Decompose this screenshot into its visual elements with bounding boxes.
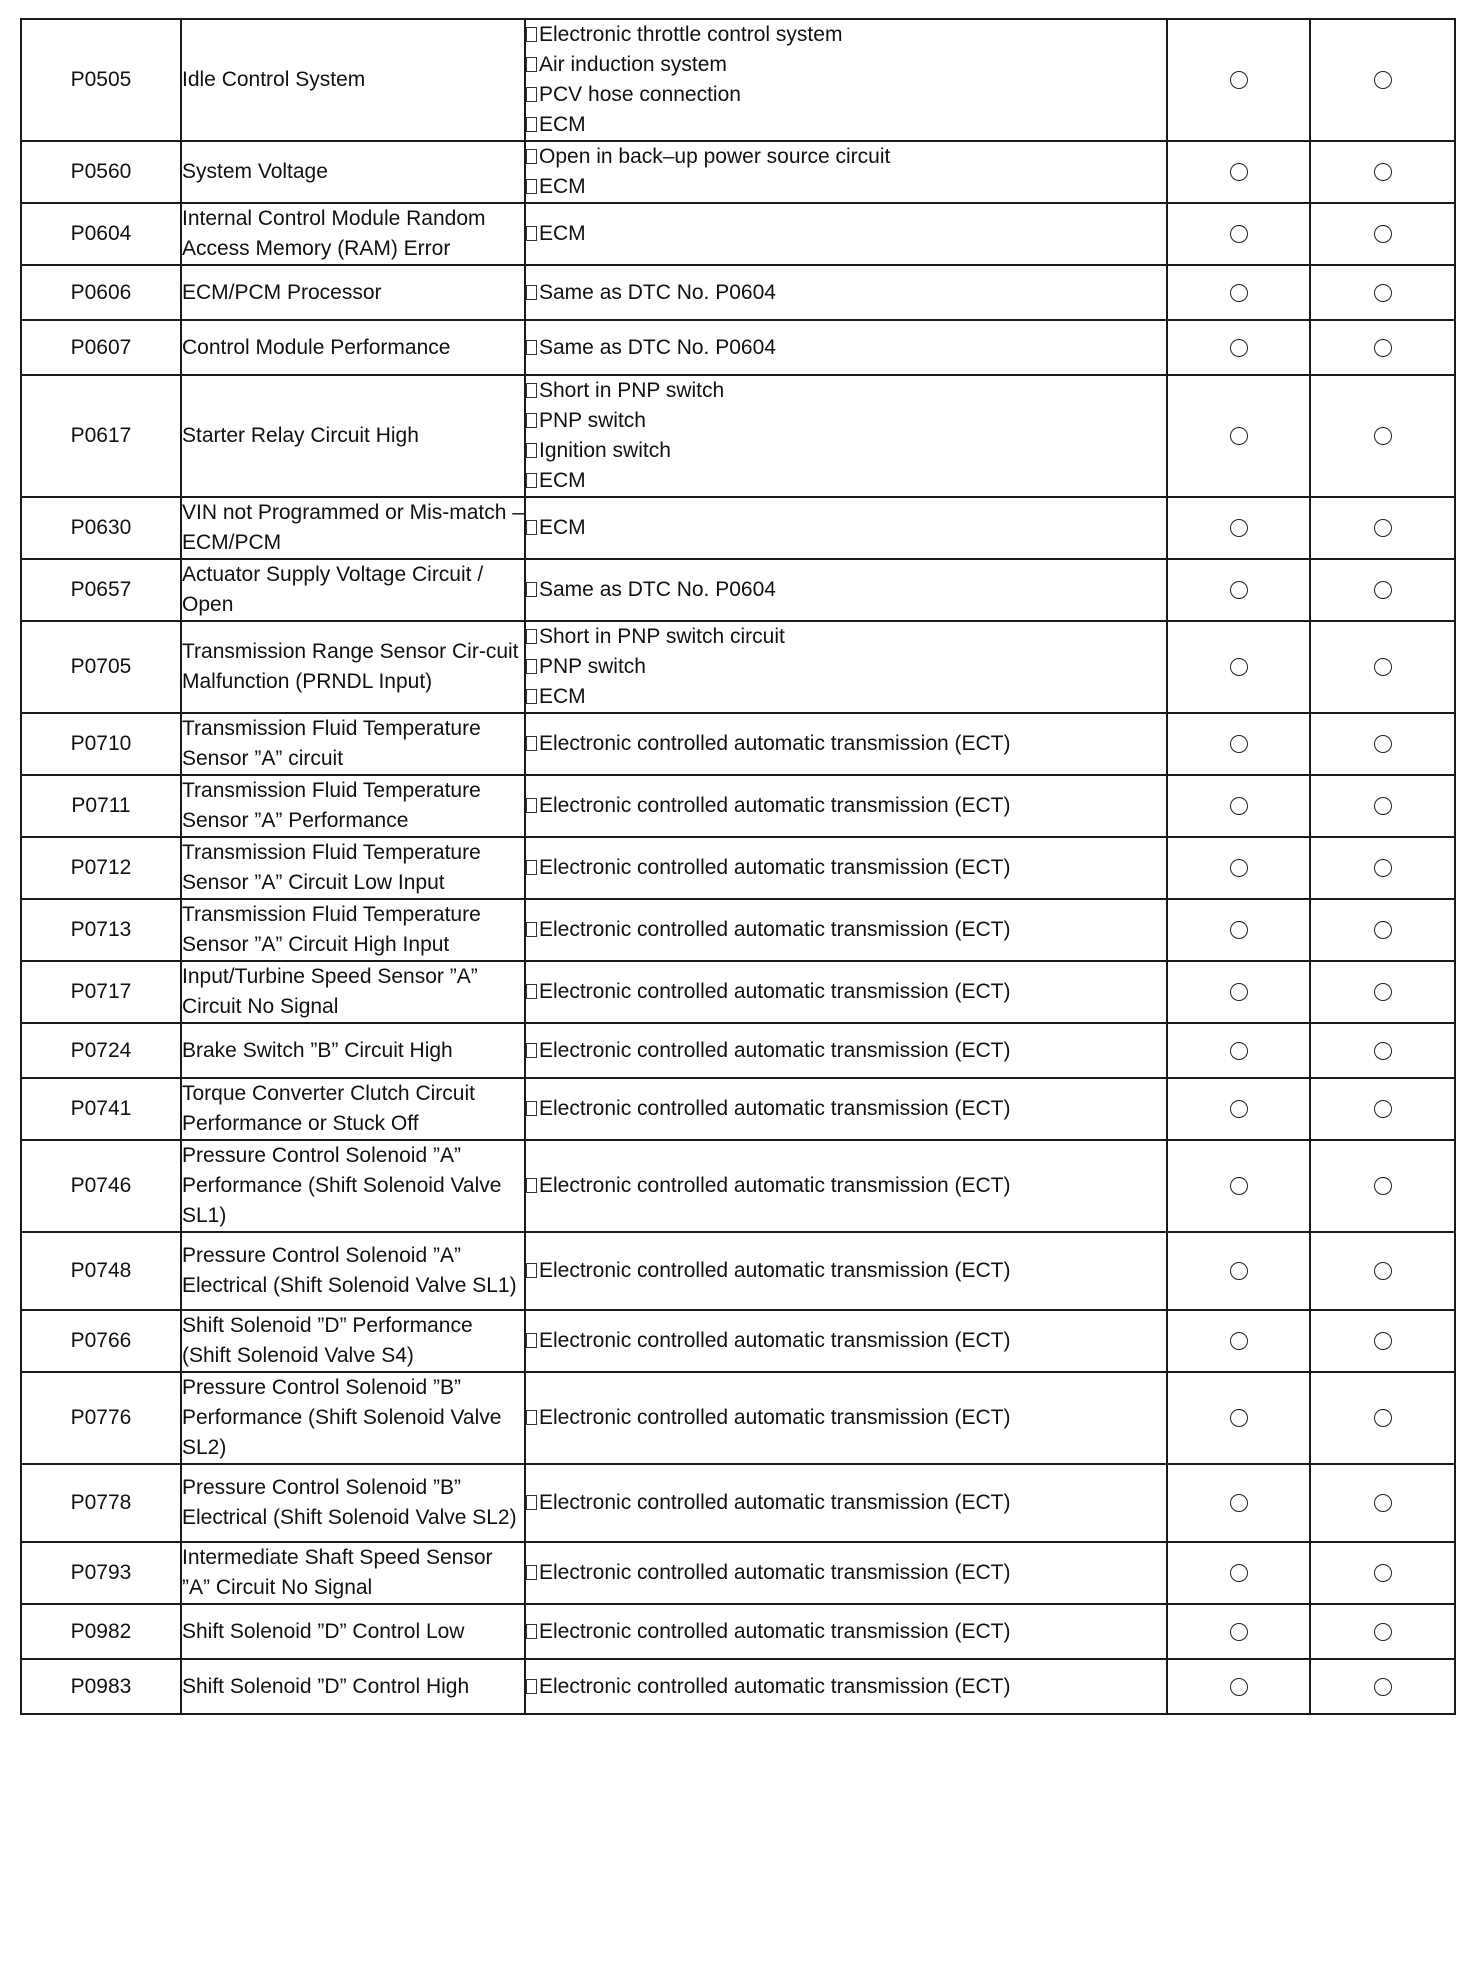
circle-icon: [1230, 658, 1248, 676]
memory-cell: [1310, 1372, 1455, 1464]
mil-cell: [1167, 1372, 1310, 1464]
trouble-area-item: [526, 915, 1166, 945]
trouble-area: [525, 320, 1167, 375]
trouble-area-text: ECM: [539, 516, 586, 539]
memory-cell: [1310, 1604, 1455, 1659]
memory-cell: [1310, 497, 1455, 559]
circle-icon: [1374, 983, 1392, 1001]
detection-item: Input/Turbine Speed Sensor ”A” Circuit No Signal: [181, 961, 525, 1023]
trouble-area-text: Electronic controlled automatic transmission (ECT): [539, 1174, 1011, 1197]
mil-cell: [1167, 497, 1310, 559]
trouble-area-text: ECM: [539, 685, 586, 708]
dtc-code: P0793: [21, 1542, 181, 1604]
memory-cell: [1310, 713, 1455, 775]
circle-icon: [1230, 859, 1248, 877]
detection-item: Torque Converter Clutch Circuit Performance or Stuck Off: [181, 1078, 525, 1140]
trouble-area-item: [526, 622, 1166, 652]
bullet-box-icon: [526, 736, 537, 751]
bullet-box-icon: [526, 1495, 537, 1510]
trouble-area: [525, 775, 1167, 837]
bullet-box-icon: [526, 27, 537, 42]
bullet-box-icon: [526, 1043, 537, 1058]
detection-item: Transmission Fluid Temperature Sensor ”A” Circuit High Input: [181, 899, 525, 961]
table-row: [21, 1464, 1455, 1542]
trouble-area-text: Electronic controlled automatic transmission (ECT): [539, 1619, 1011, 1643]
table-row: [21, 1310, 1455, 1372]
mil-cell: [1167, 775, 1310, 837]
mil-cell: [1167, 203, 1310, 265]
dtc-code: P0746: [21, 1140, 181, 1232]
circle-icon: [1374, 797, 1392, 815]
mil-cell: [1167, 1604, 1310, 1659]
detection-item: Pressure Control Solenoid ”B” Electrical (Shift Solenoid Valve SL2): [181, 1464, 525, 1542]
trouble-area-item: [526, 20, 1166, 50]
mil-cell: [1167, 375, 1310, 497]
dtc-code: P0607: [21, 320, 181, 375]
trouble-area: [525, 203, 1167, 265]
trouble-area-item: [526, 729, 1166, 759]
circle-icon: [1230, 71, 1248, 89]
circle-icon: [1374, 1100, 1392, 1118]
bullet-box-icon: [526, 1410, 537, 1425]
detection-item: Transmission Fluid Temperature Sensor ”A” Circuit Low Input: [181, 837, 525, 899]
dtc-code: P0711: [21, 775, 181, 837]
dtc-code: P0982: [21, 1604, 181, 1659]
circle-icon: [1374, 1042, 1392, 1060]
trouble-area-item: [526, 142, 1166, 172]
dtc-code: P0705: [21, 621, 181, 713]
trouble-area-item: [526, 172, 1166, 202]
detection-item: Pressure Control Solenoid ”A” Electrical (Shift Solenoid Valve SL1): [181, 1232, 525, 1310]
circle-icon: [1230, 581, 1248, 599]
circle-icon: [1230, 1262, 1248, 1280]
bullet-box-icon: [526, 443, 537, 458]
trouble-area-text: Electronic controlled automatic transmission (ECT): [539, 1491, 1011, 1514]
trouble-area-text: Electronic controlled automatic transmission (ECT): [539, 1097, 1011, 1120]
trouble-area-item: [526, 1558, 1166, 1588]
bullet-box-icon: [526, 1263, 537, 1278]
trouble-area: [525, 375, 1167, 497]
dtc-code: P0724: [21, 1023, 181, 1078]
trouble-area-text: Electronic controlled automatic transmission (ECT): [539, 1561, 1011, 1584]
memory-cell: [1310, 141, 1455, 203]
memory-cell: [1310, 1464, 1455, 1542]
trouble-area: [525, 1310, 1167, 1372]
mil-cell: [1167, 141, 1310, 203]
trouble-area: [525, 1542, 1167, 1604]
circle-icon: [1230, 735, 1248, 753]
bullet-box-icon: [526, 1101, 537, 1116]
trouble-area-text: Same as DTC No. P0604: [539, 335, 776, 359]
detection-item: Internal Control Module Random Access Memory (RAM) Error: [181, 203, 525, 265]
trouble-area-item: [526, 406, 1166, 436]
dtc-code: P0630: [21, 497, 181, 559]
dtc-code: P0505: [21, 19, 181, 141]
dtc-code: P0778: [21, 1464, 181, 1542]
detection-item: Shift Solenoid ”D” Control High: [181, 1659, 525, 1714]
table-row: [21, 1023, 1455, 1078]
circle-icon: [1230, 1409, 1248, 1427]
circle-icon: [1374, 1564, 1392, 1582]
circle-icon: [1374, 519, 1392, 537]
trouble-area-item: [526, 466, 1166, 496]
detection-item: Idle Control System: [181, 19, 525, 141]
trouble-area: [525, 497, 1167, 559]
detection-item: VIN not Programmed or Mis-match – ECM/PCM: [181, 497, 525, 559]
circle-icon: [1374, 1262, 1392, 1280]
trouble-area-text: PNP switch: [539, 655, 646, 678]
circle-icon: [1230, 1100, 1248, 1118]
dtc-code: P0717: [21, 961, 181, 1023]
memory-cell: [1310, 1659, 1455, 1714]
bullet-box-icon: [526, 179, 537, 194]
trouble-area-text: Same as DTC No. P0604: [539, 578, 776, 601]
circle-icon: [1374, 1409, 1392, 1427]
detection-item: Intermediate Shaft Speed Sensor ”A” Circuit No Signal: [181, 1542, 525, 1604]
trouble-area-text: Short in PNP switch circuit: [539, 625, 785, 648]
trouble-area-item: [526, 652, 1166, 682]
circle-icon: [1230, 1564, 1248, 1582]
trouble-area: [525, 559, 1167, 621]
memory-cell: [1310, 899, 1455, 961]
bullet-box-icon: [526, 413, 537, 428]
mil-cell: [1167, 837, 1310, 899]
memory-cell: [1310, 1310, 1455, 1372]
dtc-code: P0617: [21, 375, 181, 497]
table-row: [21, 141, 1455, 203]
bullet-box-icon: [526, 117, 537, 132]
trouble-area-item: [526, 1171, 1166, 1201]
table-row: [21, 1659, 1455, 1714]
memory-cell: [1310, 375, 1455, 497]
circle-icon: [1230, 1042, 1248, 1060]
memory-cell: [1310, 775, 1455, 837]
circle-icon: [1230, 1494, 1248, 1512]
circle-icon: [1230, 427, 1248, 445]
table-row: [21, 203, 1455, 265]
bullet-box-icon: [526, 87, 537, 102]
table-row: [21, 837, 1455, 899]
bullet-box-icon: [526, 1565, 537, 1580]
trouble-area: [525, 265, 1167, 320]
table-row: [21, 265, 1455, 320]
dtc-table: [20, 18, 1456, 1715]
trouble-area: [525, 899, 1167, 961]
trouble-area-item: [526, 376, 1166, 406]
memory-cell: [1310, 559, 1455, 621]
trouble-area: [525, 713, 1167, 775]
trouble-area: [525, 1140, 1167, 1232]
trouble-area-item: [526, 853, 1166, 883]
circle-icon: [1230, 519, 1248, 537]
table-row: [21, 1372, 1455, 1464]
trouble-area-item: [526, 791, 1166, 821]
dtc-code: P0657: [21, 559, 181, 621]
trouble-area: [525, 141, 1167, 203]
bullet-box-icon: [526, 798, 537, 813]
trouble-area-text: Same as DTC No. P0604: [539, 280, 776, 304]
circle-icon: [1374, 339, 1392, 357]
bullet-box-icon: [526, 659, 537, 674]
mil-cell: [1167, 1140, 1310, 1232]
dtc-table-body: [21, 19, 1455, 1714]
circle-icon: [1374, 658, 1392, 676]
trouble-area-text: Electronic controlled automatic transmission (ECT): [539, 1674, 1011, 1698]
trouble-area-item: [526, 80, 1166, 110]
memory-cell: [1310, 621, 1455, 713]
table-row: [21, 1604, 1455, 1659]
trouble-area-item: [526, 110, 1166, 140]
dtc-code: P0766: [21, 1310, 181, 1372]
mil-cell: [1167, 1659, 1310, 1714]
circle-icon: [1374, 1177, 1392, 1195]
memory-cell: [1310, 837, 1455, 899]
circle-icon: [1374, 921, 1392, 939]
bullet-box-icon: [526, 984, 537, 999]
dtc-code: P0604: [21, 203, 181, 265]
trouble-area-text: ECM: [539, 113, 586, 136]
detection-item: Pressure Control Solenoid ”A” Performance (Shift Solenoid Valve SL1): [181, 1140, 525, 1232]
trouble-area-text: Electronic controlled automatic transmission (ECT): [539, 1038, 1011, 1062]
trouble-area-item: [526, 1617, 1166, 1647]
trouble-area-text: Electronic controlled automatic transmission (ECT): [539, 918, 1011, 941]
memory-cell: [1310, 1023, 1455, 1078]
trouble-area-text: Air induction system: [539, 53, 727, 76]
trouble-area-text: Open in back–up power source circuit: [539, 145, 891, 168]
trouble-area-item: [526, 682, 1166, 712]
dtc-code: P0776: [21, 1372, 181, 1464]
circle-icon: [1374, 284, 1392, 302]
trouble-area-item: [526, 1672, 1166, 1702]
circle-icon: [1374, 1623, 1392, 1641]
dtc-code: P0748: [21, 1232, 181, 1310]
dtc-code: P0560: [21, 141, 181, 203]
circle-icon: [1230, 921, 1248, 939]
circle-icon: [1230, 284, 1248, 302]
detection-item: System Voltage: [181, 141, 525, 203]
bullet-box-icon: [526, 1178, 537, 1193]
bullet-box-icon: [526, 1679, 537, 1694]
trouble-area: [525, 1232, 1167, 1310]
table-row: [21, 899, 1455, 961]
mil-cell: [1167, 1542, 1310, 1604]
memory-cell: [1310, 1140, 1455, 1232]
trouble-area-text: Ignition switch: [539, 439, 671, 462]
trouble-area-text: PNP switch: [539, 409, 646, 432]
trouble-area: [525, 1659, 1167, 1714]
bullet-box-icon: [526, 520, 537, 535]
circle-icon: [1374, 1332, 1392, 1350]
circle-icon: [1374, 427, 1392, 445]
table-row: [21, 497, 1455, 559]
circle-icon: [1374, 735, 1392, 753]
table-row: [21, 775, 1455, 837]
bullet-box-icon: [526, 285, 537, 300]
trouble-area-item: [526, 1036, 1166, 1066]
circle-icon: [1230, 225, 1248, 243]
detection-item: Pressure Control Solenoid ”B” Performance (Shift Solenoid Valve SL2): [181, 1372, 525, 1464]
circle-icon: [1230, 797, 1248, 815]
table-row: [21, 621, 1455, 713]
trouble-area-text: Electronic controlled automatic transmission (ECT): [539, 732, 1011, 755]
bullet-box-icon: [526, 582, 537, 597]
dtc-code: P0606: [21, 265, 181, 320]
trouble-area-item: [526, 977, 1166, 1007]
trouble-area: [525, 19, 1167, 141]
trouble-area-text: Electronic controlled automatic transmission (ECT): [539, 794, 1011, 817]
bullet-box-icon: [526, 340, 537, 355]
mil-cell: [1167, 1232, 1310, 1310]
circle-icon: [1374, 71, 1392, 89]
trouble-area: [525, 621, 1167, 713]
trouble-area-item: [526, 1326, 1166, 1356]
bullet-box-icon: [526, 922, 537, 937]
trouble-area: [525, 961, 1167, 1023]
dtc-code: P0710: [21, 713, 181, 775]
table-row: [21, 1078, 1455, 1140]
trouble-area-text: ECM: [539, 222, 586, 245]
mil-cell: [1167, 19, 1310, 141]
trouble-area-item: [526, 1488, 1166, 1518]
trouble-area-text: Electronic controlled automatic transmission (ECT): [539, 1259, 1011, 1282]
trouble-area-item: [526, 1256, 1166, 1286]
mil-cell: [1167, 1310, 1310, 1372]
detection-item: Control Module Performance: [181, 320, 525, 375]
trouble-area-item: [526, 513, 1166, 543]
circle-icon: [1230, 1678, 1248, 1696]
mil-cell: [1167, 559, 1310, 621]
trouble-area: [525, 837, 1167, 899]
circle-icon: [1374, 859, 1392, 877]
mil-cell: [1167, 899, 1310, 961]
bullet-box-icon: [526, 57, 537, 72]
dtc-code: P0983: [21, 1659, 181, 1714]
trouble-area: [525, 1078, 1167, 1140]
trouble-area-item: [526, 278, 1166, 308]
detection-item: Brake Switch ”B” Circuit High: [181, 1023, 525, 1078]
bullet-box-icon: [526, 149, 537, 164]
memory-cell: [1310, 1078, 1455, 1140]
circle-icon: [1374, 1494, 1392, 1512]
trouble-area-text: Electronic throttle control system: [539, 23, 843, 46]
trouble-area-item: [526, 1403, 1166, 1433]
bullet-box-icon: [526, 860, 537, 875]
bullet-box-icon: [526, 689, 537, 704]
trouble-area-item: [526, 333, 1166, 363]
detection-item: Transmission Fluid Temperature Sensor ”A” Performance: [181, 775, 525, 837]
mil-cell: [1167, 320, 1310, 375]
trouble-area-text: ECM: [539, 175, 586, 198]
dtc-code: P0713: [21, 899, 181, 961]
circle-icon: [1230, 163, 1248, 181]
memory-cell: [1310, 1232, 1455, 1310]
trouble-area-item: [526, 436, 1166, 466]
trouble-area-text: Short in PNP switch: [539, 379, 725, 402]
memory-cell: [1310, 265, 1455, 320]
table-row: [21, 961, 1455, 1023]
trouble-area-text: PCV hose connection: [539, 83, 741, 106]
mil-cell: [1167, 1078, 1310, 1140]
trouble-area-item: [526, 575, 1166, 605]
bullet-box-icon: [526, 1333, 537, 1348]
memory-cell: [1310, 203, 1455, 265]
bullet-box-icon: [526, 226, 537, 241]
trouble-area: [525, 1464, 1167, 1542]
trouble-area-text: Electronic controlled automatic transmission (ECT): [539, 980, 1011, 1003]
circle-icon: [1230, 1623, 1248, 1641]
circle-icon: [1230, 983, 1248, 1001]
circle-icon: [1374, 163, 1392, 181]
trouble-area-text: Electronic controlled automatic transmission (ECT): [539, 856, 1011, 879]
table-row: [21, 1542, 1455, 1604]
mil-cell: [1167, 961, 1310, 1023]
mil-cell: [1167, 1023, 1310, 1078]
detection-item: Transmission Fluid Temperature Sensor ”A” circuit: [181, 713, 525, 775]
trouble-area-item: [526, 50, 1166, 80]
dtc-code: P0741: [21, 1078, 181, 1140]
trouble-area: [525, 1604, 1167, 1659]
bullet-box-icon: [526, 473, 537, 488]
trouble-area: [525, 1023, 1167, 1078]
mil-cell: [1167, 621, 1310, 713]
mil-cell: [1167, 713, 1310, 775]
circle-icon: [1374, 581, 1392, 599]
detection-item: Transmission Range Sensor Cir-cuit Malfunction (PRNDL Input): [181, 621, 525, 713]
circle-icon: [1374, 225, 1392, 243]
memory-cell: [1310, 320, 1455, 375]
table-row: [21, 320, 1455, 375]
circle-icon: [1374, 1678, 1392, 1696]
circle-icon: [1230, 339, 1248, 357]
detection-item: ECM/PCM Processor: [181, 265, 525, 320]
trouble-area-item: [526, 1094, 1166, 1124]
memory-cell: [1310, 19, 1455, 141]
trouble-area-text: Electronic controlled automatic transmission (ECT): [539, 1406, 1011, 1429]
bullet-box-icon: [526, 1624, 537, 1639]
detection-item: Shift Solenoid ”D” Control Low: [181, 1604, 525, 1659]
detection-item: Shift Solenoid ”D” Performance (Shift Solenoid Valve S4): [181, 1310, 525, 1372]
circle-icon: [1230, 1332, 1248, 1350]
trouble-area-item: [526, 219, 1166, 249]
table-row: [21, 1232, 1455, 1310]
detection-item: Actuator Supply Voltage Circuit / Open: [181, 559, 525, 621]
bullet-box-icon: [526, 383, 537, 398]
trouble-area-text: ECM: [539, 469, 586, 492]
memory-cell: [1310, 961, 1455, 1023]
table-row: [21, 1140, 1455, 1232]
bullet-box-icon: [526, 629, 537, 644]
table-row: [21, 19, 1455, 141]
circle-icon: [1230, 1177, 1248, 1195]
dtc-code: P0712: [21, 837, 181, 899]
trouble-area-text: Electronic controlled automatic transmission (ECT): [539, 1329, 1011, 1352]
mil-cell: [1167, 1464, 1310, 1542]
mil-cell: [1167, 265, 1310, 320]
detection-item: Starter Relay Circuit High: [181, 375, 525, 497]
table-row: [21, 559, 1455, 621]
table-row: [21, 713, 1455, 775]
trouble-area: [525, 1372, 1167, 1464]
table-row: [21, 375, 1455, 497]
memory-cell: [1310, 1542, 1455, 1604]
